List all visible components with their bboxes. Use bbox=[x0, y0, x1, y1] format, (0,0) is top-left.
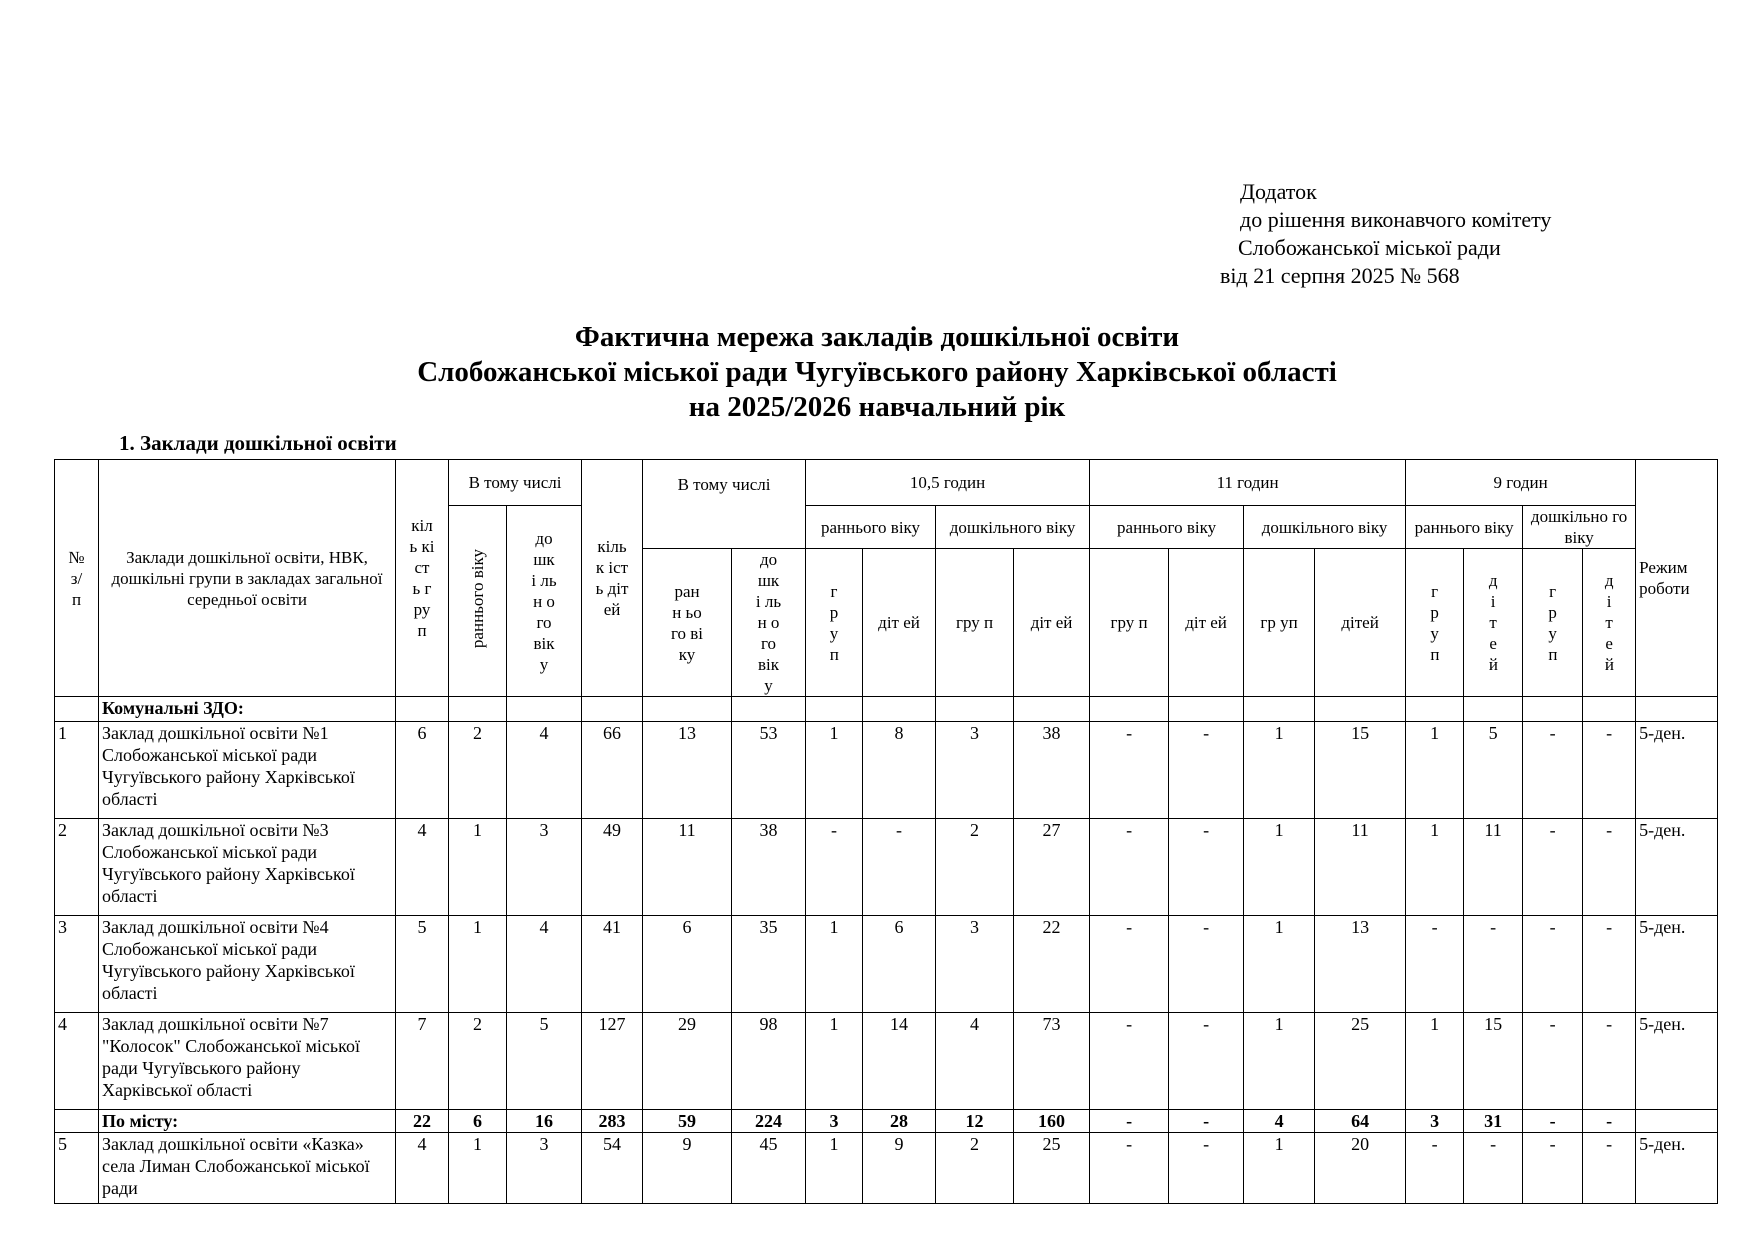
header-incl-children: В тому числі bbox=[643, 460, 806, 549]
header-10-5-preschool: дошкільного віку bbox=[936, 506, 1090, 549]
value-cell: 12 bbox=[936, 1110, 1014, 1133]
header-incl-groups: В тому числі bbox=[449, 460, 582, 506]
appendix-line: Додаток bbox=[1240, 179, 1317, 204]
value-cell: 28 bbox=[863, 1110, 936, 1133]
value-cell: 2 bbox=[449, 1013, 507, 1110]
header-institution: Заклади дошкільної освіти, НВК, дошкільні групи в закладах загальної середньої освіти bbox=[99, 460, 396, 697]
value-cell: 11 bbox=[643, 819, 732, 916]
value-cell: - bbox=[1523, 819, 1583, 916]
institution-name: Заклад дошкільної освіти №3 Слобожанської міської ради Чугуївського району Харківської області bbox=[99, 819, 396, 916]
header-preschool-age: до шкі льн ого вік у bbox=[507, 506, 582, 697]
header-9-hours: 9 годин bbox=[1406, 460, 1636, 506]
header-children: діт ей bbox=[1169, 549, 1244, 697]
work-mode: 5-ден. bbox=[1636, 722, 1718, 819]
value-cell: 2 bbox=[936, 819, 1014, 916]
value-cell: - bbox=[1169, 722, 1244, 819]
value-cell: 4 bbox=[507, 916, 582, 1013]
work-mode: 5-ден. bbox=[1636, 1133, 1718, 1204]
value-cell: 1 bbox=[449, 1133, 507, 1204]
value-cell: 38 bbox=[732, 819, 806, 916]
title-line: на 2025/2026 навчальний рік bbox=[688, 391, 1066, 423]
institution-name: Заклад дошкільної освіти №7 "Колосок" Слобожанської міської ради Чугуївського району Харківської області bbox=[99, 1013, 396, 1110]
institution-name: Заклад дошкільної освіти №1 Слобожанської міської ради Чугуївського району Харківської області bbox=[99, 722, 396, 819]
value-cell: 25 bbox=[1014, 1133, 1090, 1204]
value-cell: 53 bbox=[732, 722, 806, 819]
value-cell: 20 bbox=[1315, 1133, 1406, 1204]
value-cell: 98 bbox=[732, 1013, 806, 1110]
value-cell: - bbox=[1583, 1110, 1636, 1133]
section-title: 1. Заклади дошкільної освіти bbox=[119, 431, 397, 455]
header-children: дітей bbox=[1464, 549, 1523, 697]
value-cell: 1 bbox=[1244, 1133, 1315, 1204]
value-cell: - bbox=[1523, 916, 1583, 1013]
header-groups: груп bbox=[806, 549, 863, 697]
value-cell: - bbox=[1090, 819, 1169, 916]
table-row bbox=[55, 819, 1718, 916]
value-cell: 27 bbox=[1014, 819, 1090, 916]
value-cell: 1 bbox=[806, 722, 863, 819]
header-9-early: раннього віку bbox=[1406, 506, 1523, 549]
value-cell: - bbox=[1406, 1133, 1464, 1204]
value-cell: 3 bbox=[936, 722, 1014, 819]
header-groups-count: кіль кіст ь груп bbox=[396, 460, 449, 697]
value-cell: - bbox=[806, 819, 863, 916]
value-cell: - bbox=[1523, 1133, 1583, 1204]
value-cell: 3 bbox=[507, 1133, 582, 1204]
value-cell: 4 bbox=[1244, 1110, 1315, 1133]
header-children: дітей bbox=[1315, 549, 1406, 697]
value-cell: 4 bbox=[396, 819, 449, 916]
header-10-5-hours: 10,5 годин bbox=[806, 460, 1090, 506]
value-cell: 224 bbox=[732, 1110, 806, 1133]
header-groups: груп bbox=[1406, 549, 1464, 697]
value-cell: 1 bbox=[806, 1133, 863, 1204]
value-cell: 31 bbox=[1464, 1110, 1523, 1133]
header-preschool-children: до шкі льн ого вік у bbox=[732, 549, 806, 697]
value-cell: 14 bbox=[863, 1013, 936, 1110]
value-cell: 127 bbox=[582, 1013, 643, 1110]
appendix-line: до рішення виконавчого комітету bbox=[1240, 207, 1552, 232]
value-cell: 3 bbox=[507, 819, 582, 916]
value-cell: 8 bbox=[863, 722, 936, 819]
value-cell: 54 bbox=[582, 1133, 643, 1204]
value-cell: 49 bbox=[582, 819, 643, 916]
value-cell: - bbox=[1169, 1133, 1244, 1204]
section-row bbox=[55, 697, 1718, 722]
value-cell: 1 bbox=[1406, 722, 1464, 819]
row-number: 5 bbox=[55, 1133, 99, 1204]
work-mode: 5-ден. bbox=[1636, 916, 1718, 1013]
row-number: 2 bbox=[55, 819, 99, 916]
value-cell: - bbox=[1090, 1133, 1169, 1204]
row-number: 1 bbox=[55, 722, 99, 819]
value-cell: 2 bbox=[936, 1133, 1014, 1204]
institutions-table bbox=[54, 459, 1718, 1204]
institution-name: Заклад дошкільної освіти «Казка» села Лиман Слобожанської міської ради bbox=[99, 1133, 396, 1204]
total-label: По місту: bbox=[99, 1110, 396, 1133]
appendix-line: Слобожанської міської ради bbox=[1238, 235, 1501, 260]
value-cell: 9 bbox=[643, 1133, 732, 1204]
row-number: 3 bbox=[55, 916, 99, 1013]
value-cell: 13 bbox=[1315, 916, 1406, 1013]
value-cell: 6 bbox=[396, 722, 449, 819]
value-cell: 15 bbox=[1315, 722, 1406, 819]
header-groups: гру п bbox=[936, 549, 1014, 697]
header-children-count: кільк ість дітей bbox=[582, 460, 643, 697]
value-cell: 13 bbox=[643, 722, 732, 819]
value-cell: 45 bbox=[732, 1133, 806, 1204]
value-cell: 64 bbox=[1315, 1110, 1406, 1133]
header-children: дітей bbox=[1583, 549, 1636, 697]
section-label: Комунальні ЗДО: bbox=[99, 697, 396, 722]
value-cell: 1 bbox=[449, 916, 507, 1013]
value-cell: 11 bbox=[1464, 819, 1523, 916]
table-body bbox=[55, 697, 1718, 1204]
table-row bbox=[55, 1013, 1718, 1110]
value-cell: 160 bbox=[1014, 1110, 1090, 1133]
row-number bbox=[55, 1110, 99, 1133]
header-11-early: раннього віку bbox=[1090, 506, 1244, 549]
value-cell: - bbox=[1169, 916, 1244, 1013]
value-cell: 1 bbox=[1244, 1013, 1315, 1110]
value-cell: 1 bbox=[1244, 722, 1315, 819]
value-cell: 15 bbox=[1464, 1013, 1523, 1110]
value-cell: 2 bbox=[449, 722, 507, 819]
table-row bbox=[55, 1133, 1718, 1204]
value-cell: - bbox=[1464, 1133, 1523, 1204]
institution-name: Заклад дошкільної освіти №4 Слобожанської міської ради Чугуївського району Харківської області bbox=[99, 916, 396, 1013]
document-title bbox=[0, 320, 1754, 425]
value-cell: 59 bbox=[643, 1110, 732, 1133]
appendix-block bbox=[1200, 178, 1551, 290]
value-cell: - bbox=[1583, 722, 1636, 819]
value-cell: - bbox=[1523, 722, 1583, 819]
value-cell: 4 bbox=[507, 722, 582, 819]
value-cell: 22 bbox=[1014, 916, 1090, 1013]
total-row bbox=[55, 1110, 1718, 1133]
value-cell: 5 bbox=[507, 1013, 582, 1110]
value-cell: 4 bbox=[396, 1133, 449, 1204]
work-mode: 5-ден. bbox=[1636, 1013, 1718, 1110]
value-cell: 3 bbox=[936, 916, 1014, 1013]
value-cell: 5 bbox=[1464, 722, 1523, 819]
value-cell: - bbox=[1169, 1013, 1244, 1110]
value-cell: - bbox=[1090, 1110, 1169, 1133]
value-cell: 4 bbox=[936, 1013, 1014, 1110]
header-groups: гру п bbox=[1090, 549, 1169, 697]
value-cell: 1 bbox=[806, 1013, 863, 1110]
value-cell: 11 bbox=[1315, 819, 1406, 916]
header-early-age: раннього віку bbox=[449, 506, 507, 697]
value-cell: 3 bbox=[806, 1110, 863, 1133]
row-number: 4 bbox=[55, 1013, 99, 1110]
value-cell: 73 bbox=[1014, 1013, 1090, 1110]
value-cell: - bbox=[1464, 916, 1523, 1013]
value-cell: - bbox=[1583, 916, 1636, 1013]
value-cell: 5 bbox=[396, 916, 449, 1013]
value-cell: 16 bbox=[507, 1110, 582, 1133]
header-children: діт ей bbox=[863, 549, 936, 697]
title-line: Слобожанської міської ради Чугуївського району Харківської області bbox=[417, 356, 1337, 388]
value-cell: 1 bbox=[1244, 916, 1315, 1013]
table-row bbox=[55, 722, 1718, 819]
header-11-preschool: дошкільного віку bbox=[1244, 506, 1406, 549]
header-early-children: ранн ього віку bbox=[643, 549, 732, 697]
value-cell: 1 bbox=[1406, 819, 1464, 916]
value-cell: 1 bbox=[1244, 819, 1315, 916]
value-cell: 25 bbox=[1315, 1013, 1406, 1110]
header-11-hours: 11 годин bbox=[1090, 460, 1406, 506]
value-cell: - bbox=[1090, 1013, 1169, 1110]
header-groups: гр уп bbox=[1244, 549, 1315, 697]
value-cell: 1 bbox=[806, 916, 863, 1013]
value-cell: 35 bbox=[732, 916, 806, 1013]
value-cell: 3 bbox=[1406, 1110, 1464, 1133]
work-mode bbox=[1636, 1110, 1718, 1133]
header-9-preschool: дошкільно го віку bbox=[1523, 506, 1636, 549]
value-cell: 6 bbox=[863, 916, 936, 1013]
value-cell: - bbox=[1169, 819, 1244, 916]
value-cell: 9 bbox=[863, 1133, 936, 1204]
header-children: діт ей bbox=[1014, 549, 1090, 697]
value-cell: - bbox=[1583, 1133, 1636, 1204]
work-mode: 5-ден. bbox=[1636, 819, 1718, 916]
value-cell: 6 bbox=[643, 916, 732, 1013]
value-cell: 29 bbox=[643, 1013, 732, 1110]
value-cell: 22 bbox=[396, 1110, 449, 1133]
value-cell: - bbox=[1406, 916, 1464, 1013]
header-groups: груп bbox=[1523, 549, 1583, 697]
value-cell: - bbox=[863, 819, 936, 916]
value-cell: 7 bbox=[396, 1013, 449, 1110]
value-cell: - bbox=[1583, 1013, 1636, 1110]
value-cell: - bbox=[1583, 819, 1636, 916]
value-cell: - bbox=[1169, 1110, 1244, 1133]
title-line: Фактична мережа закладів дошкільної освіти bbox=[574, 321, 1180, 353]
value-cell: - bbox=[1090, 722, 1169, 819]
header-no: № з/п bbox=[55, 460, 99, 697]
appendix-date-line: від 21 серпня 2025 № 568 bbox=[1220, 263, 1460, 288]
table-header bbox=[55, 460, 1718, 697]
value-cell: 38 bbox=[1014, 722, 1090, 819]
value-cell: - bbox=[1523, 1013, 1583, 1110]
table-row bbox=[55, 916, 1718, 1013]
header-10-5-early: раннього віку bbox=[806, 506, 936, 549]
value-cell: 1 bbox=[1406, 1013, 1464, 1110]
value-cell: 6 bbox=[449, 1110, 507, 1133]
header-work-mode: Режим роботи bbox=[1636, 460, 1718, 697]
value-cell: 283 bbox=[582, 1110, 643, 1133]
value-cell: 66 bbox=[582, 722, 643, 819]
value-cell: 41 bbox=[582, 916, 643, 1013]
value-cell: - bbox=[1523, 1110, 1583, 1133]
value-cell: - bbox=[1090, 916, 1169, 1013]
value-cell: 1 bbox=[449, 819, 507, 916]
